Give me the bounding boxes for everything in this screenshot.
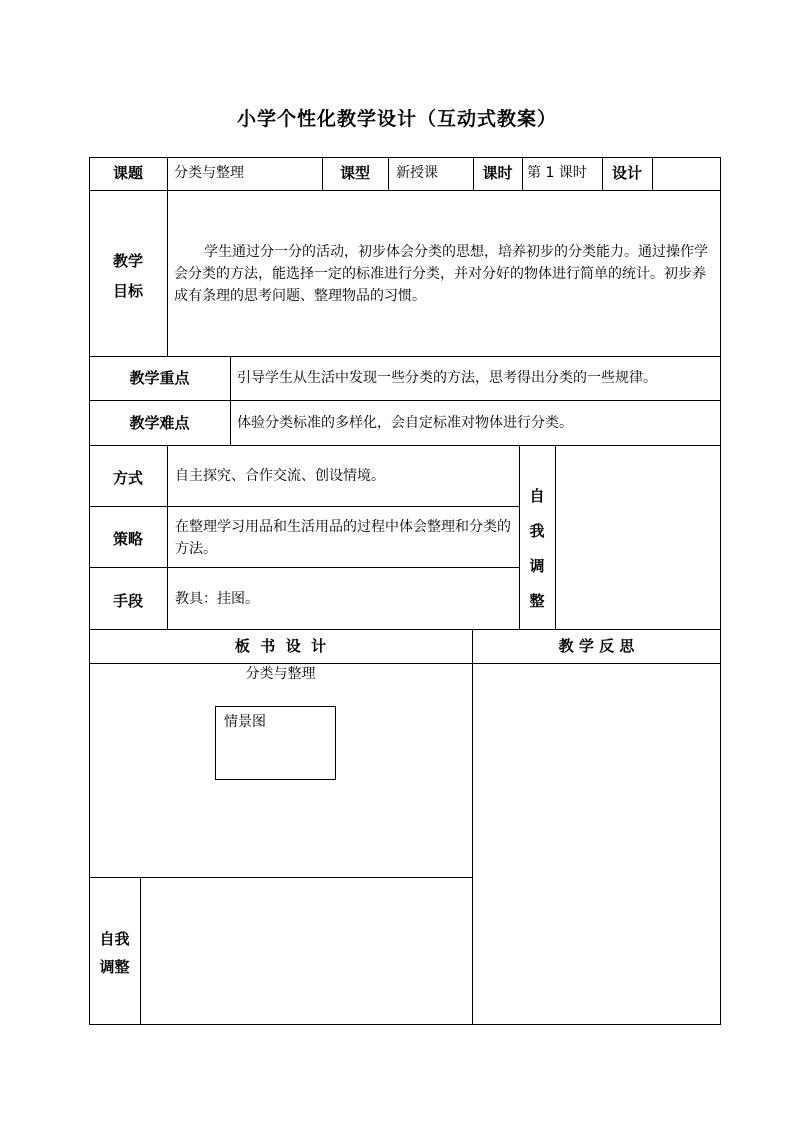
- key-points-text: 引导学生从生活中发现一些分类的方法，思考得出分类的一些规律。: [237, 370, 657, 386]
- col-divider: [388, 157, 389, 190]
- design-label: 设计: [611, 164, 642, 182]
- objectives-label-line1: 教学: [112, 252, 143, 270]
- col-divider: [522, 157, 523, 190]
- topic-label: 课题: [112, 164, 143, 182]
- page-title: 小学个性化教学设计（互动式教案）: [236, 108, 557, 130]
- board-design-header: 板 书 设 计: [234, 637, 327, 655]
- self-adjust-char: 我: [529, 522, 545, 540]
- strategy-text: 在整理学习用品和生活用品的过程中体会整理和分类的方法。: [175, 519, 511, 557]
- difficulties-label: 教学难点: [129, 414, 190, 432]
- mode-text: 自主探究、合作交流、创设情境。: [175, 468, 385, 484]
- type-value: 新授课: [396, 165, 438, 181]
- row-divider: [89, 567, 519, 568]
- row-divider: [89, 629, 721, 630]
- self-adjust-char: 调: [529, 557, 545, 575]
- self-adjust-char: 整: [529, 592, 545, 610]
- key-points-label: 教学重点: [129, 369, 190, 387]
- col-divider: [519, 445, 520, 629]
- self-adjust-vertical-label: [527, 479, 547, 619]
- objectives-text: 学生通过分一分的活动，初步体会分类的思想，培养初步的分类能力。通过操作学会分类的方法，能选择一定的标准进行分类，并对分好的物体进行简单的统计。初步养成有条理的思考问题、整理物品的习惯。: [174, 244, 708, 304]
- mode-label: 方式: [112, 469, 143, 487]
- col-divider: [555, 445, 556, 629]
- row-divider: [89, 190, 721, 191]
- reflection-header: 教 学 反 思: [558, 637, 635, 655]
- means-label: 手段: [112, 592, 143, 610]
- row-divider: [89, 877, 473, 878]
- topic-value: 分类与整理: [174, 165, 244, 181]
- period-label: 课时: [482, 164, 513, 182]
- row-divider: [89, 356, 721, 357]
- col-divider: [472, 629, 473, 1025]
- row-divider: [89, 506, 519, 507]
- row-divider: [89, 400, 721, 401]
- col-divider: [167, 157, 168, 190]
- objectives-label-line2: 目标: [112, 282, 143, 300]
- row-divider: [89, 445, 721, 446]
- col-divider: [230, 356, 231, 445]
- scene-picture-label: 情景图: [224, 714, 266, 730]
- col-divider: [652, 157, 653, 190]
- means-text: 教具：挂图。: [175, 591, 259, 607]
- bottom-adjust-label-line1: 自我: [99, 930, 130, 948]
- bottom-adjust-label-line2: 调整: [99, 958, 130, 976]
- col-divider: [167, 190, 168, 356]
- col-divider: [167, 445, 168, 629]
- period-value: 第 1 课时: [527, 165, 587, 181]
- difficulties-text: 体验分类标准的多样化，会自定标准对物体进行分类。: [237, 415, 573, 431]
- strategy-label: 策略: [112, 530, 143, 548]
- self-adjust-char: 自: [529, 487, 545, 505]
- col-divider: [140, 877, 141, 1025]
- type-label: 课型: [339, 164, 370, 182]
- board-subtitle: 分类与整理: [245, 666, 316, 682]
